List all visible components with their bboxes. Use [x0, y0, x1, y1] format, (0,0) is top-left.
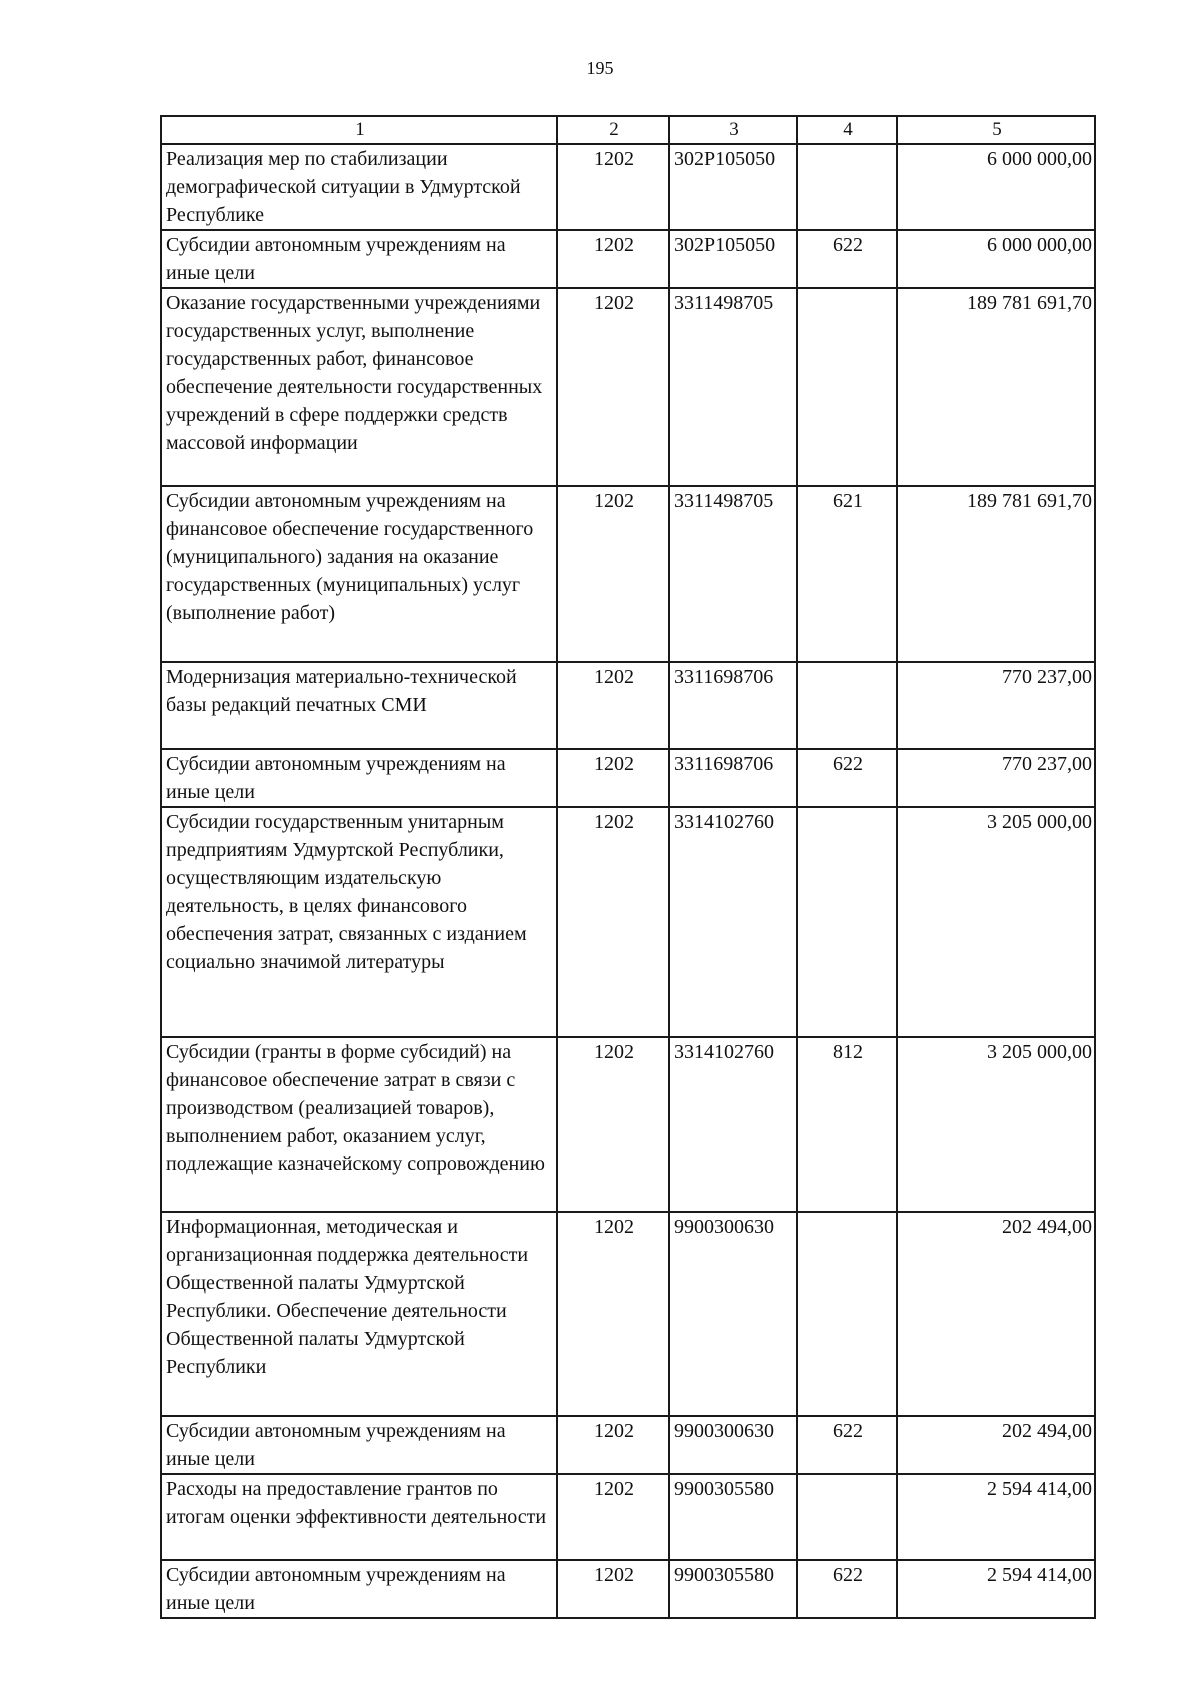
- row-description: Оказание государственными учреждениями государственных услуг, выполнение государственных работ, финансовое обеспечение деятельности государственных учреждений в сфере поддержки средств массовой информации: [161, 288, 557, 486]
- row-section-code: 1202: [557, 288, 669, 486]
- row-type-code: [797, 144, 897, 230]
- row-target-code: 9900305580: [669, 1474, 797, 1560]
- row-amount: 202 494,00: [897, 1212, 1095, 1416]
- row-amount: 2 594 414,00: [897, 1474, 1095, 1560]
- row-target-code: 3314102760: [669, 807, 797, 1037]
- row-section-code: 1202: [557, 749, 669, 807]
- row-target-code: 3311698706: [669, 662, 797, 749]
- row-amount: 6 000 000,00: [897, 230, 1095, 288]
- row-type-code: 622: [797, 1560, 897, 1618]
- row-description: Реализация мер по стабилизации демографической ситуации в Удмуртской Республике: [161, 144, 557, 230]
- row-amount: 189 781 691,70: [897, 486, 1095, 662]
- row-target-code: 3314102760: [669, 1037, 797, 1212]
- row-section-code: 1202: [557, 807, 669, 1037]
- row-section-code: 1202: [557, 1474, 669, 1560]
- row-target-code: 302P105050: [669, 144, 797, 230]
- row-amount: 6 000 000,00: [897, 144, 1095, 230]
- header-cell-3: 3: [669, 116, 797, 144]
- row-amount: 202 494,00: [897, 1416, 1095, 1474]
- row-section-code: 1202: [557, 1037, 669, 1212]
- row-description: Информационная, методическая и организационная поддержка деятельности Общественной палаты Удмуртской Республики. Обеспечение деятельности Общественной палаты Удмуртской Республики: [161, 1212, 557, 1416]
- row-description: Субсидии автономным учреждениям на иные цели: [161, 1560, 557, 1618]
- row-section-code: 1202: [557, 486, 669, 662]
- table-row: [161, 230, 1095, 288]
- table-row: [161, 662, 1095, 749]
- row-type-code: 622: [797, 230, 897, 288]
- row-target-code: 9900300630: [669, 1416, 797, 1474]
- row-section-code: 1202: [557, 662, 669, 749]
- row-section-code: 1202: [557, 1416, 669, 1474]
- row-target-code: 3311498705: [669, 486, 797, 662]
- header-cell-4: 4: [797, 116, 897, 144]
- table-row: [161, 1212, 1095, 1416]
- row-amount: 2 594 414,00: [897, 1560, 1095, 1618]
- row-description: Субсидии автономным учреждениям на иные цели: [161, 230, 557, 288]
- table-row: [161, 486, 1095, 662]
- row-type-code: [797, 288, 897, 486]
- row-amount: 770 237,00: [897, 662, 1095, 749]
- row-amount: 770 237,00: [897, 749, 1095, 807]
- row-description: Субсидии государственным унитарным предприятиям Удмуртской Республики, осуществляющим издательскую деятельность, в целях финансового обеспечения затрат, связанных с изданием социально значимой литературы: [161, 807, 557, 1037]
- row-type-code: 812: [797, 1037, 897, 1212]
- row-section-code: 1202: [557, 1212, 669, 1416]
- row-section-code: 1202: [557, 144, 669, 230]
- row-type-code: 622: [797, 1416, 897, 1474]
- row-amount: 3 205 000,00: [897, 1037, 1095, 1212]
- row-description: Расходы на предоставление грантов по итогам оценки эффективности деятельности: [161, 1474, 557, 1560]
- row-amount: 3 205 000,00: [897, 807, 1095, 1037]
- header-cell-2: 2: [557, 116, 669, 144]
- page-number: 195: [586, 58, 614, 78]
- table-header-row: [161, 116, 1095, 144]
- table-row: [161, 1560, 1095, 1618]
- table-row: [161, 1037, 1095, 1212]
- row-description: Субсидии автономным учреждениям на иные цели: [161, 749, 557, 807]
- row-type-code: [797, 807, 897, 1037]
- row-description: Субсидии автономным учреждениям на финансовое обеспечение государственного (муниципального) задания на оказание государственных (муниципальных) услуг (выполнение работ): [161, 486, 557, 662]
- row-target-code: 9900300630: [669, 1212, 797, 1416]
- row-type-code: [797, 1212, 897, 1416]
- row-type-code: 621: [797, 486, 897, 662]
- table-row: [161, 749, 1095, 807]
- row-type-code: [797, 662, 897, 749]
- row-target-code: 302P105050: [669, 230, 797, 288]
- row-description: Субсидии автономным учреждениям на иные цели: [161, 1416, 557, 1474]
- table-row: [161, 288, 1095, 486]
- row-description: Субсидии (гранты в форме субсидий) на финансовое обеспечение затрат в связи с производством (реализацией товаров), выполнением работ, оказанием услуг, подлежащие казначейскому сопровождению: [161, 1037, 557, 1212]
- row-target-code: 3311498705: [669, 288, 797, 486]
- row-section-code: 1202: [557, 230, 669, 288]
- header-cell-1: 1: [161, 116, 557, 144]
- table-row: [161, 1474, 1095, 1560]
- row-amount: 189 781 691,70: [897, 288, 1095, 486]
- row-type-code: 622: [797, 749, 897, 807]
- row-target-code: 3311698706: [669, 749, 797, 807]
- header-cell-5: 5: [897, 116, 1095, 144]
- row-target-code: 9900305580: [669, 1560, 797, 1618]
- table-row: [161, 807, 1095, 1037]
- row-description: Модернизация материально-технической базы редакций печатных СМИ: [161, 662, 557, 749]
- table-row: [161, 1416, 1095, 1474]
- budget-table: [160, 115, 1096, 1619]
- table-row: [161, 144, 1095, 230]
- row-type-code: [797, 1474, 897, 1560]
- row-section-code: 1202: [557, 1560, 669, 1618]
